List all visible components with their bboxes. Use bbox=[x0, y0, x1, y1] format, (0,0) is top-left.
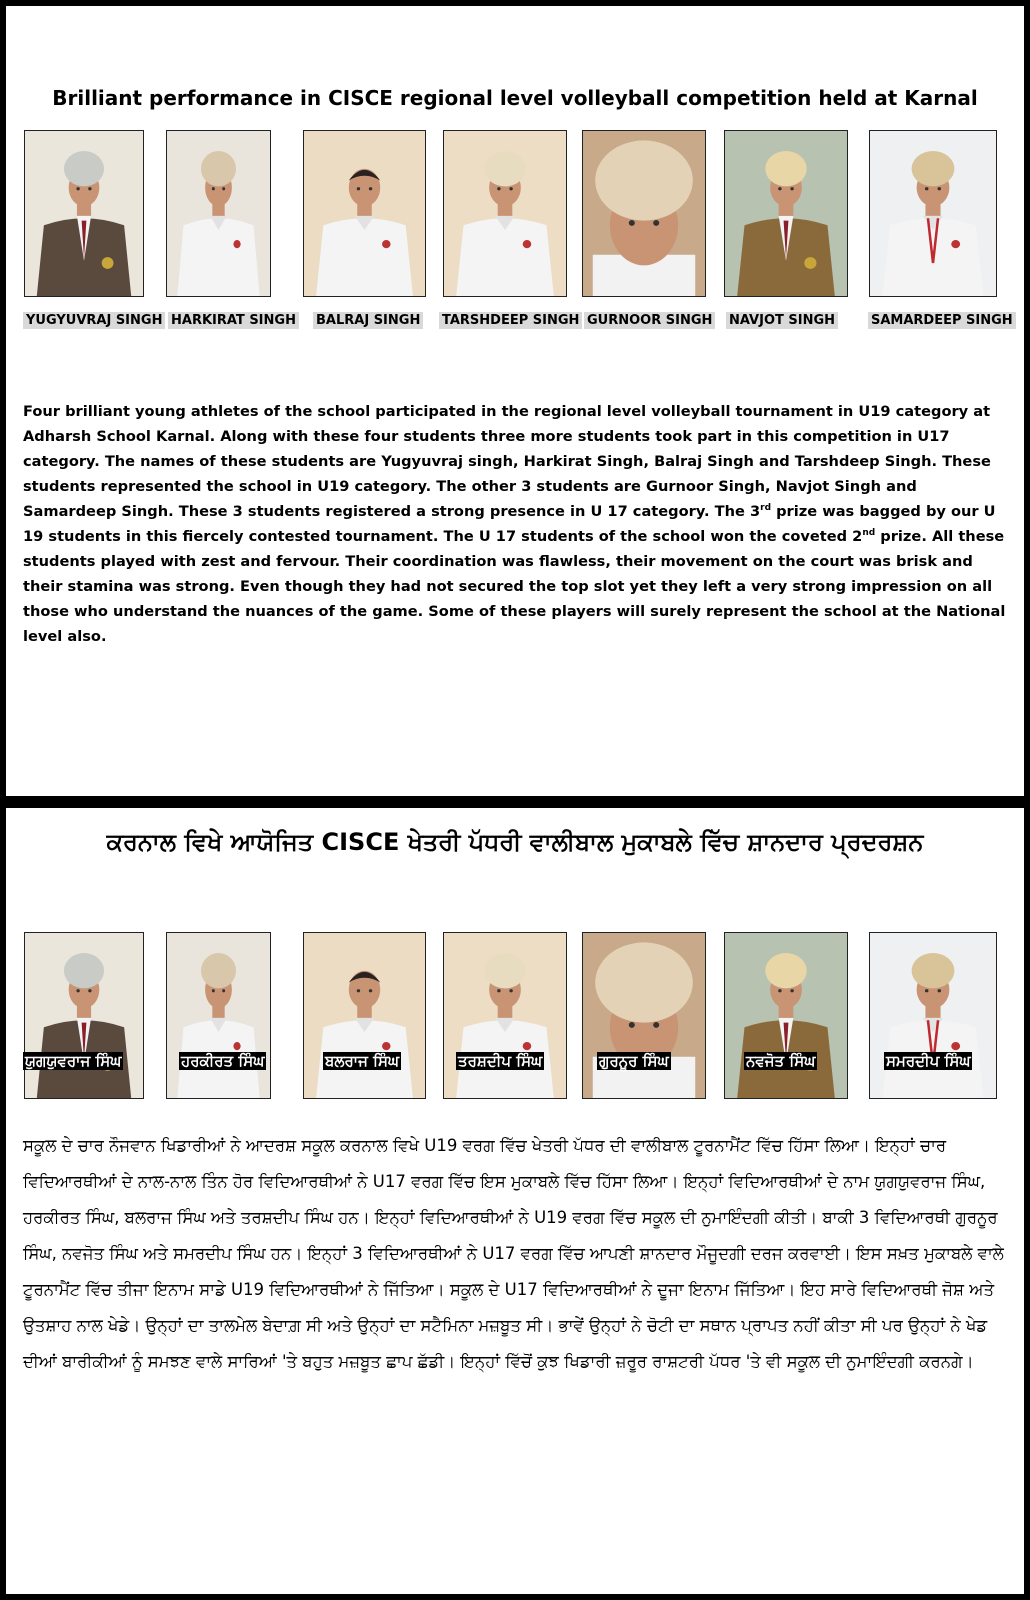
student-photo bbox=[582, 932, 706, 1099]
student-name-label: GURNOOR SINGH bbox=[584, 312, 715, 329]
body-text-part: Four brilliant young athletes of the school participated in the regional level volleyball tournament in U19 category at Adharsh School Karnal. Along with these four students three more students took part in this competition in U17 category. The names of these students are Yugyuvraj singh, Harkirat Singh, Balraj Singh and Tarshdeep Singh. These students represented the school in U19 category. The other 3 students are Gurnoor Singh, Navjot Singh and Samardeep Singh. These 3 students registered a strong presence in U 17 category. The 3 bbox=[23, 403, 991, 520]
english-title: Brilliant performance in CISCE regional level volleyball competition held at Karnal bbox=[52, 86, 978, 110]
student-photo bbox=[24, 130, 144, 297]
student-photo bbox=[443, 130, 567, 297]
student-photo bbox=[724, 130, 848, 297]
english-body bbox=[23, 399, 1008, 649]
student-photo bbox=[443, 932, 567, 1099]
student-name-label: ਬਲਰਾਜ ਸਿੰਘ bbox=[325, 1052, 400, 1070]
student-name-label: ਯੁਗਯੁਵਰਾਜ ਸਿੰਘ bbox=[25, 1052, 122, 1070]
punjabi-title: ਕਰਨਾਲ ਵਿਖੇ ਆਯੋਜਿਤ CISCE ਖੇਤਰੀ ਪੱਧਰੀ ਵਾਲੀਬਾਲ ਮੁਕਾਬਲੇ ਵਿੱਚ ਸ਼ਾਨਦਾਰ ਪ੍ਰਦਰਸ਼ਨ bbox=[106, 828, 924, 856]
student-photo bbox=[303, 130, 426, 297]
ordinal-suffix: rd bbox=[760, 503, 772, 514]
student-name-label: NAVJOT SINGH bbox=[726, 312, 838, 329]
student-photo bbox=[303, 932, 426, 1099]
student-name-label: BALRAJ SINGH bbox=[313, 312, 423, 329]
ordinal-suffix: nd bbox=[862, 528, 876, 539]
student-name-label: ਹਰਕੀਰਤ ਸਿੰਘ bbox=[181, 1052, 265, 1070]
student-photo bbox=[24, 932, 144, 1099]
body-text-part: prize. All these students played with zest and fervour. Their coordination was flawless, their movement on the court was brisk and their stamina was strong. Even though they had not secured the top slot yet they left a very strong impression on all those who understand the nuances of the game. Some of these players will surely represent the school at the National level also. bbox=[23, 528, 1006, 645]
student-name-label: ਸਮਰਦੀਪ ਸਿੰਘ bbox=[886, 1052, 971, 1070]
student-name-label: SAMARDEEP SINGH bbox=[868, 312, 1016, 329]
student-photo bbox=[582, 130, 706, 297]
student-name-label: ਗੁਰਨੂਰ ਸਿੰਘ bbox=[599, 1052, 669, 1070]
student-photo bbox=[166, 932, 271, 1099]
student-photo bbox=[724, 932, 848, 1099]
student-name-label: TARSHDEEP SINGH bbox=[439, 312, 582, 329]
english-panel bbox=[6, 6, 1024, 796]
student-photo bbox=[869, 932, 997, 1099]
punjabi-panel bbox=[6, 808, 1024, 1594]
student-photo bbox=[166, 130, 271, 297]
student-name-label: HARKIRAT SINGH bbox=[168, 312, 299, 329]
punjabi-body: ਸਕੂਲ ਦੇ ਚਾਰ ਨੌਜਵਾਨ ਖਿਡਾਰੀਆਂ ਨੇ ਆਦਰਸ਼ ਸਕੂਲ ਕਰਨਾਲ ਵਿਖੇ U19 ਵਰਗ ਵਿੱਚ ਖੇਤਰੀ ਪੱਧਰ ਦੀ ਵਾਲੀਬਾਲ ਟੂਰਨਾਮੈਂਟ ਵਿੱਚ ਹਿੱਸਾ ਲਿਆ। ਇਨ੍ਹਾਂ ਚਾਰ ਵਿਦਿਆਰਥੀਆਂ ਦੇ ਨਾਲ-ਨਾਲ ਤਿੰਨ ਹੋਰ ਵਿਦਿਆਰਥੀਆਂ ਨੇ U17 ਵਰਗ ਵਿੱਚ ਇਸ ਮੁਕਾਬਲੇ ਵਿੱਚ ਹਿੱਸਾ ਲਿਆ। ਇਨ੍ਹਾਂ ਵਿਦਿਆਰਥੀਆਂ ਦੇ ਨਾਮ ਯੁਗਯੁਵਰਾਜ ਸਿੰਘ, ਹਰਕੀਰਤ ਸਿੰਘ, ਬਲਰਾਜ ਸਿੰਘ ਅਤੇ ਤਰਸ਼ਦੀਪ ਸਿੰਘ ਹਨ। ਇਨ੍ਹਾਂ ਵਿਦਿਆਰਥੀਆਂ ਨੇ U19 ਵਰਗ ਵਿੱਚ ਸਕੂਲ ਦੀ ਨੁਮਾਇੰਦਗੀ ਕੀਤੀ। ਬਾਕੀ 3 ਵਿਦਿਆਰਥੀ ਗੁਰਨੂਰ ਸਿੰਘ, ਨਵਜੋਤ ਸਿੰਘ ਅਤੇ ਸਮਰਦੀਪ ਸਿੰਘ ਹਨ। ਇਨ੍ਹਾਂ 3 ਵਿਦਿਆਰਥੀਆਂ ਨੇ U17 ਵਰਗ ਵਿੱਚ ਆਪਣੀ ਸ਼ਾਨਦਾਰ ਮੌਜੂਦਗੀ ਦਰਜ ਕਰਵਾਈ। ਇਸ ਸਖ਼ਤ ਮੁਕਾਬਲੇ ਵਾਲੇ ਟੂਰਨਾਮੈਂਟ ਵਿੱਚ ਤੀਜਾ ਇਨਾਮ ਸਾਡੇ U19 ਵਿਦਿਆਰਥੀਆਂ ਨੇ ਜਿੱਤਿਆ। ਸਕੂਲ ਦੇ U17 ਵਿਦਿਆਰਥੀਆਂ ਨੇ ਦੂਜਾ ਇਨਾਮ ਜਿੱਤਿਆ। ਇਹ ਸਾਰੇ ਵਿਦਿਆਰਥੀ ਜੋਸ਼ ਅਤੇ ਉਤਸ਼ਾਹ ਨਾਲ ਖੇਡੇ। ਉਨ੍ਹਾਂ ਦਾ ਤਾਲਮੇਲ ਬੇਦਾਗ਼ ਸੀ ਅਤੇ ਉਨ੍ਹਾਂ ਦਾ ਸਟੈਮਿਨਾ ਮਜ਼ਬੂਤ ਸੀ। ਭਾਵੇਂ ਉਨ੍ਹਾਂ ਨੇ ਚੋਟੀ ਦਾ ਸਥਾਨ ਪ੍ਰਾਪਤ ਨਹੀਂ ਕੀਤਾ ਸੀ ਪਰ ਉਨ੍ਹਾਂ ਨੇ ਖੇਡ ਦੀਆਂ ਬਾਰੀਕੀਆਂ ਨੂੰ ਸਮਝਣ ਵਾਲੇ ਸਾਰਿਆਂ 'ਤੇ ਬਹੁਤ ਮਜ਼ਬੂਤ ਛਾਪ ਛੱਡੀ। ਇਨ੍ਹਾਂ ਵਿੱਚੋਂ ਕੁਝ ਖਿਡਾਰੀ ਜ਼ਰੂਰ ਰਾਸ਼ਟਰੀ ਪੱਧਰ 'ਤੇ ਵੀ ਸਕੂਲ ਦੀ ਨੁਮਾਇੰਦਗੀ ਕਰਨਗੇ। bbox=[23, 1136, 1004, 1371]
student-name-label: YUGYUVRAJ SINGH bbox=[23, 312, 165, 329]
student-name-label: ਤਰਸ਼ਦੀਪ ਸਿੰਘ bbox=[458, 1052, 543, 1070]
student-photo bbox=[869, 130, 997, 297]
student-name-label: ਨਵਜੋਤ ਸਿੰਘ bbox=[746, 1052, 816, 1070]
body-text-part: prize was bagged by our U 19 students in this fiercely contested tournament. The U 17 students of the school won the coveted 2 bbox=[23, 503, 996, 545]
